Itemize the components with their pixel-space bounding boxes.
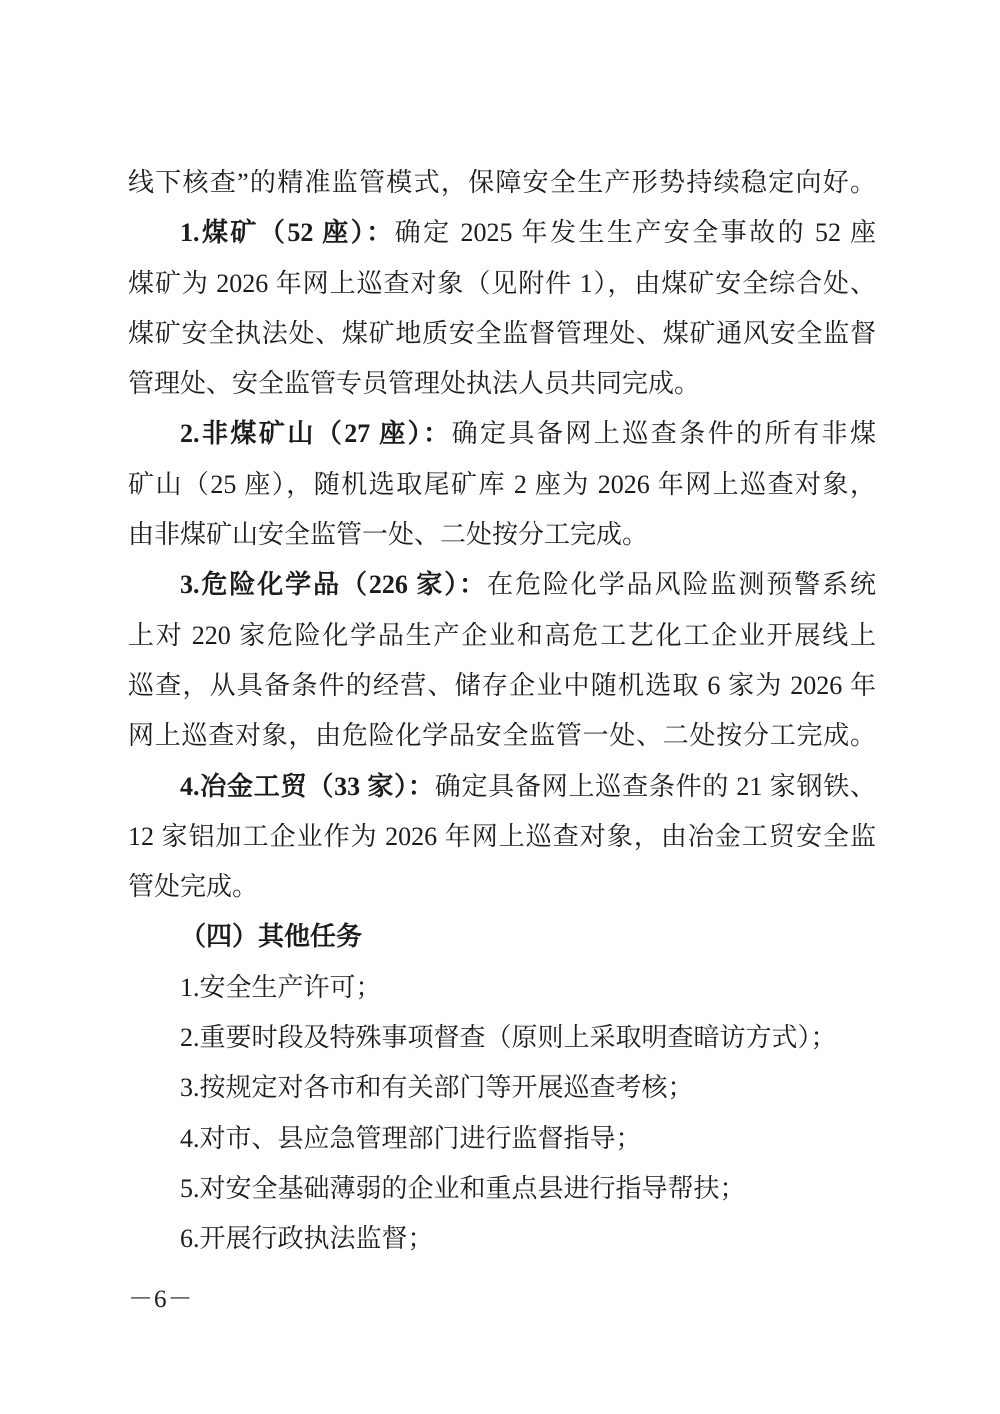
text-line: [128, 359, 876, 409]
text-run: 管处完成。: [128, 872, 259, 902]
text-line: [128, 1214, 876, 1264]
bold-run: 1.煤矿（52 座）：: [180, 218, 395, 248]
text-run: 在危险化学品风险监测预警系统: [487, 570, 876, 600]
text-run: 6.开展行政执法监督；: [180, 1224, 434, 1254]
text-line: [128, 510, 876, 560]
text-run: 确定具备网上巡查条件的所有非煤: [451, 419, 876, 449]
text-line: [128, 1114, 876, 1164]
text-run: 2.重要时段及特殊事项督查（原则上采取明查暗访方式）；: [180, 1023, 837, 1053]
section-heading: [128, 912, 876, 962]
text-line: [128, 661, 876, 711]
text-line: [128, 1063, 876, 1113]
text-run: 由非煤矿山安全监管一处、二处按分工完成。: [128, 520, 649, 550]
text-run: 线下核查”的精准监管模式，保障安全生产形势持续稳定向好。: [128, 168, 876, 197]
text-line: [128, 812, 876, 862]
text-line: [128, 309, 876, 359]
text-line: [128, 208, 876, 258]
text-run: 3.按规定对各市和有关部门等开展巡查考核；: [180, 1073, 694, 1103]
bold-run: 4.冶金工贸（33 家）：: [180, 771, 435, 801]
text-run: 12 家铝加工企业作为 2026 年网上巡查对象，由冶金工贸安全监: [128, 821, 876, 851]
text-line: [128, 560, 876, 610]
text-run: 矿山（25 座），随机选取尾矿库 2 座为 2026 年网上巡查对象，: [128, 469, 876, 499]
text-run: 5.对安全基础薄弱的企业和重点县进行指导帮扶；: [180, 1173, 746, 1203]
text-line: [128, 611, 876, 661]
text-line: [128, 963, 876, 1013]
text-run: （四）其他任务: [180, 922, 363, 952]
text-line: [128, 1164, 876, 1214]
text-line: [128, 460, 876, 510]
text-line: [128, 762, 876, 812]
text-run: 确定具备网上巡查条件的 21 家钢铁、: [434, 771, 876, 801]
text-run: 网上巡查对象，由危险化学品安全监管一处、二处按分工完成。: [128, 721, 876, 751]
text-run: 上对 220 家危险化学品生产企业和高危工艺化工企业开展线上: [128, 620, 876, 650]
text-run: 煤矿安全执法处、煤矿地质安全监督管理处、煤矿通风安全监督: [128, 318, 876, 348]
document-body-text: [128, 158, 876, 1265]
text-run: 4.对市、县应急管理部门进行监督指导；: [180, 1123, 642, 1153]
text-line: [128, 158, 876, 208]
text-run: 1.安全生产许可；: [180, 972, 382, 1002]
text-line: [128, 1013, 876, 1063]
text-run: 确定 2025 年发生生产安全事故的 52 座: [394, 218, 876, 248]
text-line: [128, 711, 876, 761]
text-line: [128, 862, 876, 912]
bold-run: 2.非煤矿山（27 座）：: [180, 419, 452, 449]
text-line: [128, 259, 876, 309]
text-run: 巡查，从具备条件的经营、储存企业中随机选取 6 家为 2026 年: [128, 670, 876, 700]
page-number: －6－: [128, 1286, 194, 1313]
text-line: [128, 409, 876, 459]
text-run: 煤矿为 2026 年网上巡查对象（见附件 1），由煤矿安全综合处、: [128, 268, 876, 298]
bold-run: 3.危险化学品（226 家）：: [180, 570, 488, 600]
text-run: 管理处、安全监管专员管理处执法人员共同完成。: [128, 369, 701, 399]
